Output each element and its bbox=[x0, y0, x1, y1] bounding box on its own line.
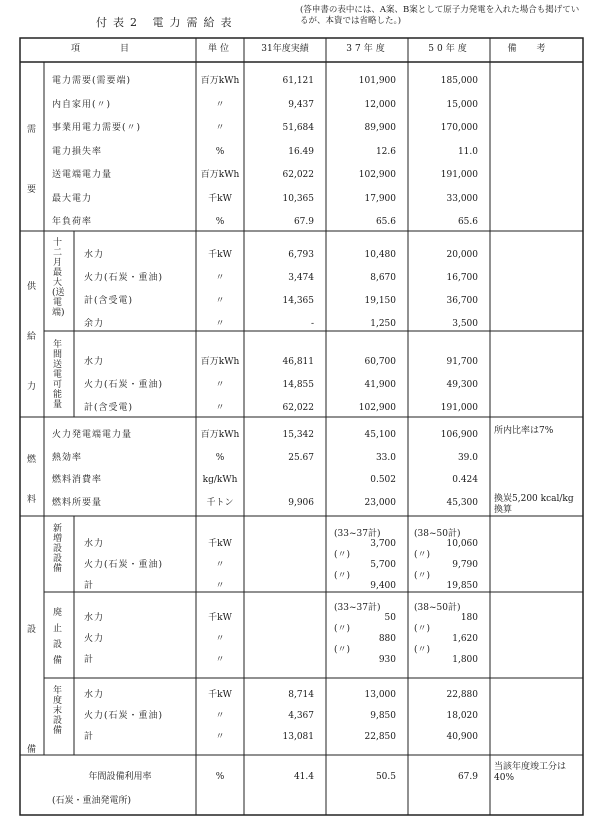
row-value-1975: 20,000 bbox=[446, 250, 478, 260]
row-value-1962: 3,700 bbox=[370, 539, 396, 549]
row-label: 余力 bbox=[84, 319, 105, 329]
row-value-1956: 4,367 bbox=[288, 711, 314, 721]
category-supply: 供給力 bbox=[26, 282, 36, 392]
row-label: 水力 bbox=[84, 690, 105, 700]
row-value-1975: 1,800 bbox=[452, 655, 478, 665]
sub-new: 新増設設備 bbox=[52, 524, 62, 574]
row-value-1975: 9,790 bbox=[452, 560, 478, 570]
row-period-1975: (〃) bbox=[414, 571, 431, 581]
row-value-1962: 930 bbox=[378, 655, 396, 665]
row-value-1956: 62,022 bbox=[282, 403, 314, 413]
row-unit: % bbox=[215, 146, 225, 157]
row-label: 火力 bbox=[84, 634, 105, 644]
row-value-1975: 49,300 bbox=[446, 380, 478, 390]
row-label: 計(含受電) bbox=[84, 403, 134, 413]
row-value-1962: 5,700 bbox=[370, 560, 396, 570]
row-label: 事業用電力需要(〃) bbox=[52, 123, 142, 133]
header-col-1956: 31年度実績 bbox=[261, 44, 309, 54]
row-value-1975: 11.0 bbox=[457, 146, 478, 157]
row-unit: % bbox=[215, 217, 225, 227]
row-value-1975: 40,900 bbox=[446, 732, 478, 742]
row-label: 計 bbox=[84, 655, 95, 665]
row-unit: 〃 bbox=[215, 581, 225, 591]
row-value-1975: 45,300 bbox=[446, 497, 478, 508]
last-row-v2: 50.5 bbox=[375, 772, 396, 782]
last-row-label2: (石炭・重油発電所) bbox=[52, 796, 132, 806]
row-unit: 〃 bbox=[215, 560, 225, 570]
row-value-1962: 23,000 bbox=[364, 497, 396, 508]
row-value-1962: 33.0 bbox=[375, 452, 396, 463]
row-value-1975: 22,880 bbox=[446, 690, 478, 700]
row-value-1956: 3,474 bbox=[288, 273, 314, 283]
row-unit: 〃 bbox=[215, 99, 225, 110]
row-value-1975: 185,000 bbox=[440, 76, 478, 86]
row-label: 内自家用(〃) bbox=[52, 99, 112, 110]
row-value-1962: 9,400 bbox=[370, 581, 396, 591]
row-label: 水力 bbox=[84, 539, 105, 549]
row-unit: 〃 bbox=[215, 711, 225, 721]
row-period-1962: (〃) bbox=[334, 645, 351, 655]
row-value-1962: 102,900 bbox=[358, 170, 396, 180]
row-value-1975: 65.6 bbox=[457, 217, 478, 227]
last-row-unit: % bbox=[215, 772, 225, 782]
row-value-1975: 191,000 bbox=[440, 170, 478, 180]
row-unit: 百万kWh bbox=[200, 357, 240, 367]
row-unit: 〃 bbox=[215, 403, 225, 413]
row-value-1956: - bbox=[310, 319, 314, 329]
row-period-1975: (〃) bbox=[414, 645, 431, 655]
header-col-1975: 50年度 bbox=[428, 44, 470, 54]
row-value-1956: 9,437 bbox=[288, 99, 314, 110]
row-unit: 〃 bbox=[215, 634, 225, 644]
row-unit: 千kW bbox=[208, 690, 232, 700]
row-value-1975: 36,700 bbox=[446, 296, 478, 306]
row-value-1975: 106,900 bbox=[440, 430, 478, 440]
row-label: 火力(石炭・重油) bbox=[84, 711, 164, 721]
row-period-1975: (〃) bbox=[414, 550, 431, 560]
row-value-1975: 3,500 bbox=[452, 319, 478, 329]
row-period-1975: (38~50計) bbox=[414, 603, 461, 613]
row-value-1975: 33,000 bbox=[446, 193, 478, 204]
row-remark: 換炭5,200 kcal/kg換算 bbox=[494, 493, 574, 515]
row-period-1962: (〃) bbox=[334, 624, 351, 634]
row-value-1962: 101,900 bbox=[358, 76, 396, 86]
row-value-1962: 22,850 bbox=[364, 732, 396, 742]
header-item: 項目 bbox=[70, 44, 169, 54]
row-value-1975: 180 bbox=[460, 613, 478, 623]
sub-retire: 廃止設備 bbox=[52, 608, 62, 666]
row-period-1975: (38~50計) bbox=[414, 529, 461, 539]
row-label: 計 bbox=[84, 732, 95, 742]
row-unit: 〃 bbox=[215, 732, 225, 742]
row-value-1975: 16,700 bbox=[446, 273, 478, 283]
row-unit: 〃 bbox=[215, 655, 225, 665]
row-unit: 〃 bbox=[215, 296, 225, 306]
row-value-1962: 19,150 bbox=[364, 296, 396, 306]
row-value-1956: 6,793 bbox=[288, 250, 314, 260]
row-value-1962: 10,480 bbox=[364, 250, 396, 260]
category-fuel: 燃料 bbox=[26, 455, 36, 505]
row-label: 電力損失率 bbox=[52, 146, 103, 157]
row-value-1975: 19,850 bbox=[446, 581, 478, 591]
row-unit: 千kW bbox=[208, 193, 232, 204]
row-unit: 千kW bbox=[208, 613, 232, 623]
header-col-1962: 37年度 bbox=[346, 44, 388, 54]
row-unit: kg/kWh bbox=[202, 475, 238, 485]
row-period-1962: (〃) bbox=[334, 550, 351, 560]
row-value-1962: 102,900 bbox=[358, 403, 396, 413]
row-period-1975: (〃) bbox=[414, 624, 431, 634]
row-label: 燃料所要量 bbox=[52, 497, 103, 508]
row-value-1975: 170,000 bbox=[440, 123, 478, 133]
sub-annual: 年間送電可能量 bbox=[52, 340, 62, 410]
row-label: 火力(石炭・重油) bbox=[84, 273, 164, 283]
row-unit: % bbox=[215, 452, 225, 463]
sub-peak: 十二月最大(送電端) bbox=[52, 238, 65, 318]
row-value-1962: 41,900 bbox=[364, 380, 396, 390]
row-value-1956: 14,365 bbox=[282, 296, 314, 306]
row-value-1962: 8,670 bbox=[370, 273, 396, 283]
row-value-1956: 10,365 bbox=[282, 193, 314, 204]
row-label: 火力(石炭・重油) bbox=[84, 560, 164, 570]
row-value-1956: 67.9 bbox=[293, 217, 314, 227]
row-label: 電力需要(需要端) bbox=[52, 76, 132, 86]
table-title: 付表2 電力需給表 bbox=[96, 16, 238, 29]
row-value-1975: 0.424 bbox=[452, 475, 478, 485]
row-value-1962: 60,700 bbox=[364, 357, 396, 367]
row-value-1962: 12,000 bbox=[364, 99, 396, 110]
row-label: 最大電力 bbox=[52, 193, 93, 204]
row-label: 水力 bbox=[84, 613, 105, 623]
note-text: (答申書の表中には、A案、B案として原子力発電を入れた場合も掲げているが、本資では省略した。) bbox=[300, 5, 580, 26]
row-value-1956: 46,811 bbox=[282, 357, 314, 367]
row-value-1975: 1,620 bbox=[452, 634, 478, 644]
row-label: 水力 bbox=[84, 250, 105, 260]
row-label: 計 bbox=[84, 581, 95, 591]
row-label: 燃料消費率 bbox=[52, 475, 103, 485]
row-unit: 百万kWh bbox=[200, 430, 240, 440]
row-label: 年負荷率 bbox=[52, 217, 93, 227]
row-unit: 千kW bbox=[208, 539, 232, 549]
row-unit: 百万kWh bbox=[200, 170, 240, 180]
last-row-remark: 当該年度竣工分は40% bbox=[494, 762, 567, 783]
sub-yearend: 年度末設備 bbox=[52, 686, 62, 736]
row-period-1962: (33~37計) bbox=[334, 529, 381, 539]
row-value-1962: 13,000 bbox=[364, 690, 396, 700]
row-value-1956: 13,081 bbox=[282, 732, 314, 742]
row-label: 水力 bbox=[84, 357, 105, 367]
row-value-1956: 51,684 bbox=[282, 123, 314, 133]
row-value-1962: 1,250 bbox=[370, 319, 396, 329]
last-row-v3: 67.9 bbox=[457, 772, 478, 782]
row-value-1956: 14,855 bbox=[282, 380, 314, 390]
row-value-1956: 61,121 bbox=[282, 76, 314, 86]
row-value-1975: 10,060 bbox=[446, 539, 478, 549]
row-period-1962: (〃) bbox=[334, 571, 351, 581]
row-value-1962: 0.502 bbox=[370, 475, 396, 485]
row-value-1962: 880 bbox=[378, 634, 396, 644]
row-value-1962: 9,850 bbox=[370, 711, 396, 721]
header-unit: 単位 bbox=[207, 44, 232, 54]
row-label: 計(含受電) bbox=[84, 296, 134, 306]
row-value-1956: 15,342 bbox=[282, 430, 314, 440]
row-value-1962: 50 bbox=[384, 613, 396, 623]
row-label: 熱効率 bbox=[52, 452, 83, 463]
row-remark: 所内比率は7% bbox=[494, 426, 554, 436]
row-unit: 百万kWh bbox=[200, 76, 240, 86]
category-facility: 設備 bbox=[26, 625, 36, 755]
row-unit: 千kW bbox=[208, 250, 232, 260]
header-remarks: 備考 bbox=[507, 44, 566, 54]
row-unit: 〃 bbox=[215, 123, 225, 133]
row-value-1956: 16.49 bbox=[288, 146, 314, 157]
row-unit: 千トン bbox=[206, 497, 234, 508]
category-demand: 需要 bbox=[26, 125, 36, 195]
row-unit: 〃 bbox=[215, 273, 225, 283]
row-unit: 〃 bbox=[215, 380, 225, 390]
row-value-1975: 39.0 bbox=[457, 452, 478, 463]
row-period-1962: (33~37計) bbox=[334, 603, 381, 613]
row-label: 火力発電端電力量 bbox=[52, 430, 133, 440]
last-row-label: 年間設備利用率 bbox=[88, 772, 152, 782]
row-label: 送電端電力量 bbox=[52, 170, 113, 180]
row-label: 火力(石炭・重油) bbox=[84, 380, 164, 390]
row-value-1975: 91,700 bbox=[446, 357, 478, 367]
row-value-1962: 17,900 bbox=[364, 193, 396, 204]
row-value-1962: 65.6 bbox=[375, 217, 396, 227]
row-value-1956: 25.67 bbox=[288, 452, 314, 463]
row-unit: 〃 bbox=[215, 319, 225, 329]
row-value-1962: 45,100 bbox=[364, 430, 396, 440]
row-value-1962: 89,900 bbox=[364, 123, 396, 133]
row-value-1956: 9,906 bbox=[288, 497, 314, 508]
row-value-1975: 191,000 bbox=[440, 403, 478, 413]
row-value-1956: 62,022 bbox=[282, 170, 314, 180]
last-row-v1: 41.4 bbox=[293, 772, 314, 782]
row-value-1962: 12.6 bbox=[375, 146, 396, 157]
row-value-1975: 18,020 bbox=[446, 711, 478, 721]
row-value-1956: 8,714 bbox=[288, 690, 314, 700]
row-value-1975: 15,000 bbox=[446, 99, 478, 110]
